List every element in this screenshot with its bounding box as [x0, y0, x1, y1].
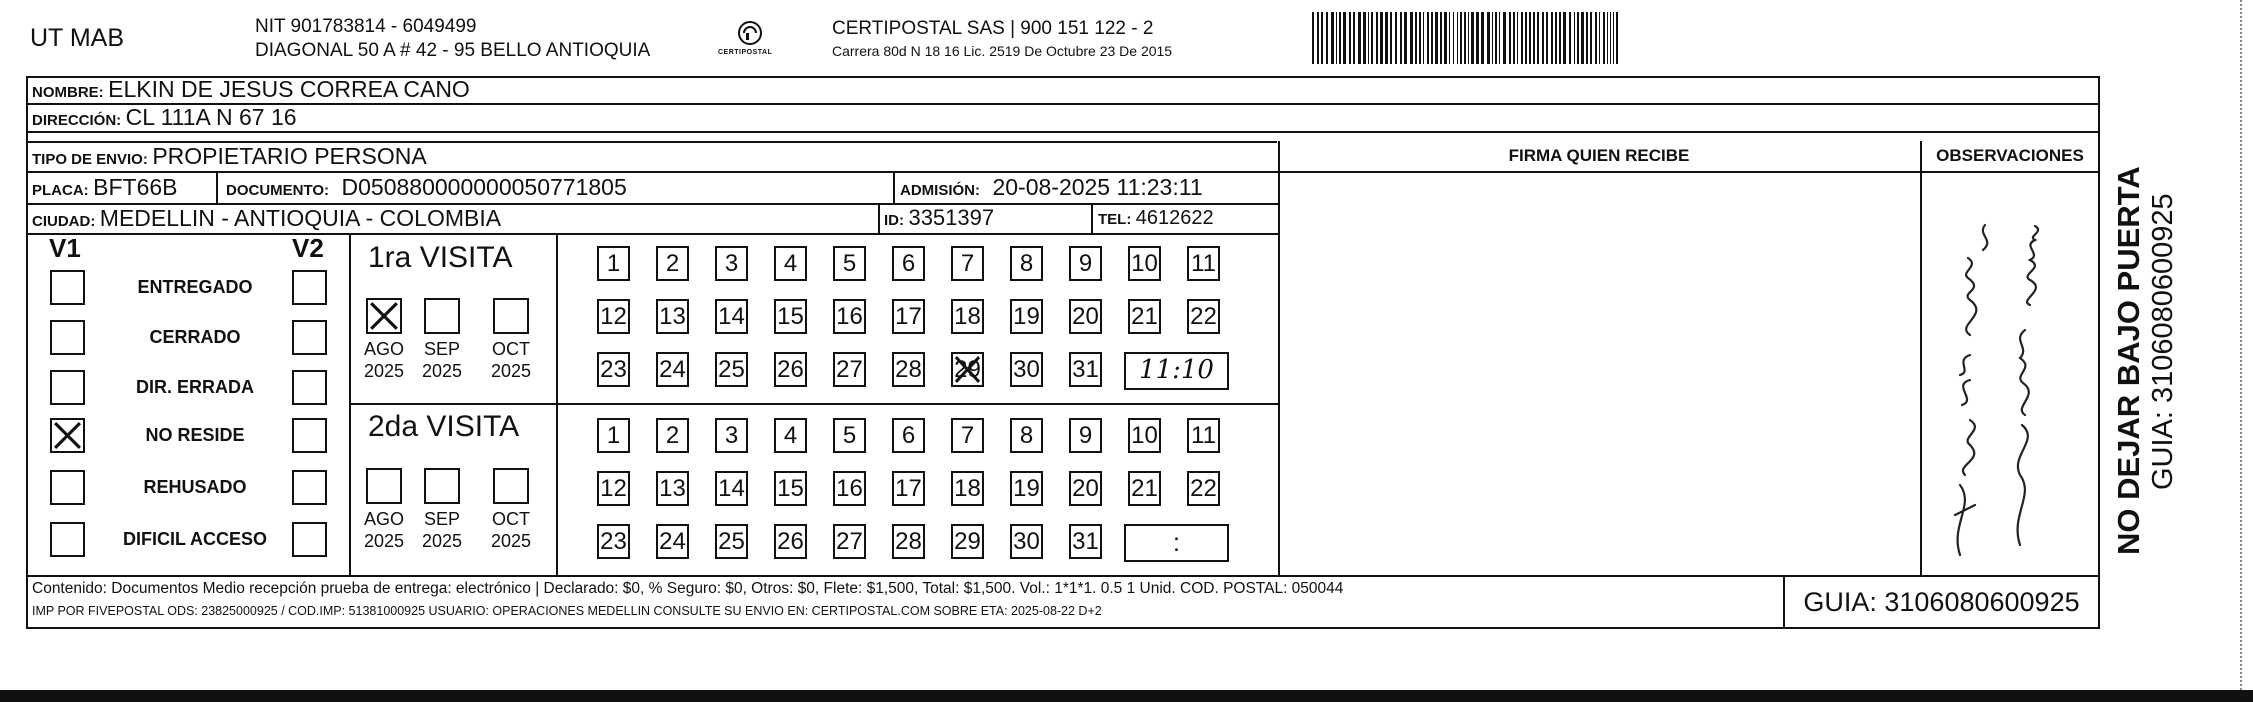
firma-label: FIRMA QUIEN RECIBE	[1508, 146, 1690, 165]
checkbox-v1[interactable]	[50, 270, 85, 305]
day-box[interactable]: 9	[1069, 418, 1102, 453]
barcode	[1312, 12, 1622, 64]
month-year: 2025	[490, 531, 532, 551]
month-year: 2025	[490, 361, 532, 381]
day-box[interactable]: 24	[656, 352, 689, 387]
day-box[interactable]: 4	[774, 246, 807, 281]
observaciones-label: OBSERVACIONES	[1936, 146, 2084, 165]
footer-contenido: Contenido: Documentos Medio recepción prueba de entrega: electrónico | Declarado: $0, % Seguro: $0, Otros: $0, Flete: $1,500, Total: $1,500. Vol.: 1*1*1. 0.5 1 Unid. COD. POSTAL: 050044	[32, 580, 1344, 597]
status-label: CERRADO	[149, 327, 241, 347]
day-box[interactable]: 22	[1187, 299, 1220, 334]
day-box[interactable]: 4	[774, 418, 807, 453]
placa-value: BFT66B	[93, 174, 178, 200]
signature-area[interactable]	[1280, 173, 1918, 573]
tipo-value: PROPIETARIO PERSONA	[152, 143, 427, 169]
day-box[interactable]: 19	[1010, 299, 1043, 334]
day-box[interactable]: 8	[1010, 246, 1043, 281]
day-box[interactable]: 19	[1010, 471, 1043, 506]
day-box[interactable]: 12	[597, 471, 630, 506]
day-box[interactable]: 22	[1187, 471, 1220, 506]
checkbox-v1[interactable]	[50, 522, 85, 557]
id-label: ID:	[884, 212, 904, 229]
day-box[interactable]: 28	[892, 524, 925, 559]
day-box[interactable]: 30	[1010, 352, 1043, 387]
day-box[interactable]: 11	[1187, 246, 1220, 281]
month-year: 2025	[421, 531, 463, 551]
time-box[interactable]: 11:10	[1124, 352, 1229, 390]
status-label: ENTREGADO	[137, 277, 253, 297]
month-label: OCT	[492, 509, 530, 529]
day-box[interactable]: 2	[656, 246, 689, 281]
bottom-band	[0, 690, 2253, 702]
day-box[interactable]: 31	[1069, 524, 1102, 559]
checkbox-v2[interactable]	[292, 418, 327, 453]
direccion-value: CL 111A N 67 16	[125, 104, 297, 130]
day-box[interactable]: 21	[1128, 471, 1161, 506]
row-direccion	[32, 104, 297, 131]
month-checkbox[interactable]	[366, 468, 402, 504]
day-box[interactable]: 9	[1069, 246, 1102, 281]
day-box[interactable]: 17	[892, 471, 925, 506]
day-box[interactable]: 25	[715, 524, 748, 559]
day-box[interactable]: 23	[597, 352, 630, 387]
tel-label: TEL:	[1098, 211, 1132, 228]
side-warning: NO DEJAR BAJO PUERTA	[2111, 166, 2146, 555]
day-box[interactable]: 6	[892, 418, 925, 453]
row-nombre	[32, 76, 470, 103]
day-box[interactable]: 5	[833, 246, 866, 281]
checkbox-v1[interactable]	[50, 320, 85, 355]
day-box[interactable]: 1	[597, 246, 630, 281]
row-id	[884, 203, 994, 233]
month-checkbox[interactable]	[493, 298, 529, 334]
day-box[interactable]: 10	[1128, 246, 1161, 281]
nombre-value: ELKIN DE JESUS CORREA CANO	[108, 76, 470, 102]
day-box[interactable]: 10	[1128, 418, 1161, 453]
sender-address: DIAGONAL 50 A # 42 - 95 BELLO ANTIOQUIA	[255, 40, 651, 61]
placa-label: PLACA:	[32, 182, 89, 199]
day-box[interactable]: 3	[715, 418, 748, 453]
day-box[interactable]: 26	[774, 524, 807, 559]
day-box[interactable]: 5	[833, 418, 866, 453]
day-box[interactable]: 26	[774, 352, 807, 387]
header	[0, 0, 1290, 75]
day-box[interactable]: 29	[951, 352, 984, 387]
documento-value: D050880000000050771805	[341, 174, 627, 200]
day-box[interactable]: 23	[597, 524, 630, 559]
day-box[interactable]: 27	[833, 352, 866, 387]
v1-label: V1	[49, 233, 81, 263]
day-box[interactable]: 7	[951, 246, 984, 281]
month-year: 2025	[363, 361, 405, 381]
nombre-label: NOMBRE:	[32, 84, 104, 101]
checkbox-v1[interactable]	[50, 418, 85, 453]
month-checkbox[interactable]	[424, 298, 460, 334]
admision-value: 20-08-2025 11:23:11	[992, 174, 1203, 200]
month-year: 2025	[363, 531, 405, 551]
day-box[interactable]: 20	[1069, 299, 1102, 334]
direccion-label: DIRECCIÓN:	[32, 112, 122, 129]
documento-label: DOCUMENTO:	[226, 182, 330, 199]
month-label: AGO	[363, 509, 404, 529]
v2-label: V2	[292, 233, 324, 263]
logo-text: CERTIPOSTAL	[718, 49, 773, 56]
row-tipo	[32, 141, 427, 171]
day-box[interactable]: 20	[1069, 471, 1102, 506]
sender-nit: NIT 901783814 - 6049499	[255, 16, 477, 37]
month-checkbox[interactable]	[424, 468, 460, 504]
day-box[interactable]: 16	[833, 471, 866, 506]
checkbox-v1[interactable]	[50, 470, 85, 505]
day-box[interactable]: 30	[1010, 524, 1043, 559]
day-box[interactable]: 16	[833, 299, 866, 334]
day-box[interactable]: 14	[715, 471, 748, 506]
month-label: OCT	[492, 339, 530, 359]
day-box[interactable]: 13	[656, 299, 689, 334]
side-guia: GUIA: 3106080600925	[2147, 193, 2179, 490]
tel-value: 4612622	[1135, 207, 1214, 229]
day-box[interactable]: 8	[1010, 418, 1043, 453]
row-placa	[32, 171, 178, 203]
day-box[interactable]: 25	[715, 352, 748, 387]
day-box[interactable]: 24	[656, 524, 689, 559]
footer-imp: IMP POR FIVEPOSTAL ODS: 23825000925 / COD.IMP: 51381000925 USUARIO: OPERACIONES MEDELLIN CONSULTE SU ENVIO EN: CERTIPOSTAL.COM SOBRE ETA: 2025-08-22 D+2	[32, 604, 1102, 618]
row-ciudad	[32, 203, 501, 233]
perforation-line	[2240, 0, 2242, 702]
day-box[interactable]: 14	[715, 299, 748, 334]
certipostal-logo	[710, 18, 790, 62]
company-address: Carrera 80d N 18 16 Lic. 2519 De Octubre 23 De 2015	[832, 43, 1173, 59]
day-box[interactable]: 13	[656, 471, 689, 506]
day-box[interactable]: 12	[597, 299, 630, 334]
day-box[interactable]: 2	[656, 418, 689, 453]
day-box[interactable]: 15	[774, 299, 807, 334]
checkbox-v2[interactable]	[292, 522, 327, 557]
ciudad-value: MEDELLIN - ANTIOQUIA - COLOMBIA	[99, 205, 502, 231]
day-box[interactable]: 7	[951, 418, 984, 453]
day-box[interactable]: 15	[774, 471, 807, 506]
day-box[interactable]: 11	[1187, 418, 1220, 453]
day-box[interactable]: 29	[951, 524, 984, 559]
day-box[interactable]: 21	[1128, 299, 1161, 334]
month-label: SEP	[423, 339, 461, 359]
ciudad-label: CIUDAD:	[32, 213, 96, 230]
row-tel	[1098, 203, 1214, 233]
day-box[interactable]: 18	[951, 471, 984, 506]
time-box[interactable]: :	[1124, 524, 1229, 562]
month-checkbox[interactable]	[493, 468, 529, 504]
checkbox-v2[interactable]	[292, 270, 327, 305]
visita2-title: 2da VISITA	[368, 410, 520, 443]
day-box[interactable]: 18	[951, 299, 984, 334]
row-documento	[226, 171, 627, 203]
day-box[interactable]: 31	[1069, 352, 1102, 387]
month-label: SEP	[423, 509, 461, 529]
sender-name: UT MAB	[30, 24, 124, 52]
company-name: CERTIPOSTAL SAS | 900 151 122 - 2	[832, 18, 1154, 39]
day-box[interactable]: 28	[892, 352, 925, 387]
checkbox-v2[interactable]	[292, 320, 327, 355]
status-label: DIFICIL ACCESO	[122, 529, 267, 549]
day-box[interactable]: 1	[597, 418, 630, 453]
admision-label: ADMISIÓN:	[900, 182, 980, 199]
status-label: NO RESIDE	[145, 425, 245, 445]
row-admision	[900, 171, 1203, 203]
checkbox-v2[interactable]	[292, 370, 327, 405]
footer-guia: GUIA: 3106080600925	[1803, 587, 2080, 617]
handwritten-observation	[1930, 185, 2090, 570]
checkbox-v1[interactable]	[50, 370, 85, 405]
day-box[interactable]: 3	[715, 246, 748, 281]
status-label: REHUSADO	[143, 477, 247, 497]
day-box[interactable]: 6	[892, 246, 925, 281]
status-label: DIR. ERRADA	[135, 377, 254, 397]
visita1-title: 1ra VISITA	[368, 241, 513, 274]
month-checkbox[interactable]	[366, 298, 402, 334]
day-box[interactable]: 27	[833, 524, 866, 559]
checkbox-v2[interactable]	[292, 470, 327, 505]
day-box[interactable]: 17	[892, 299, 925, 334]
tipo-label: TIPO DE ENVIO:	[32, 151, 148, 168]
id-value: 3351397	[908, 205, 995, 230]
month-label: AGO	[363, 339, 404, 359]
month-year: 2025	[421, 361, 463, 381]
